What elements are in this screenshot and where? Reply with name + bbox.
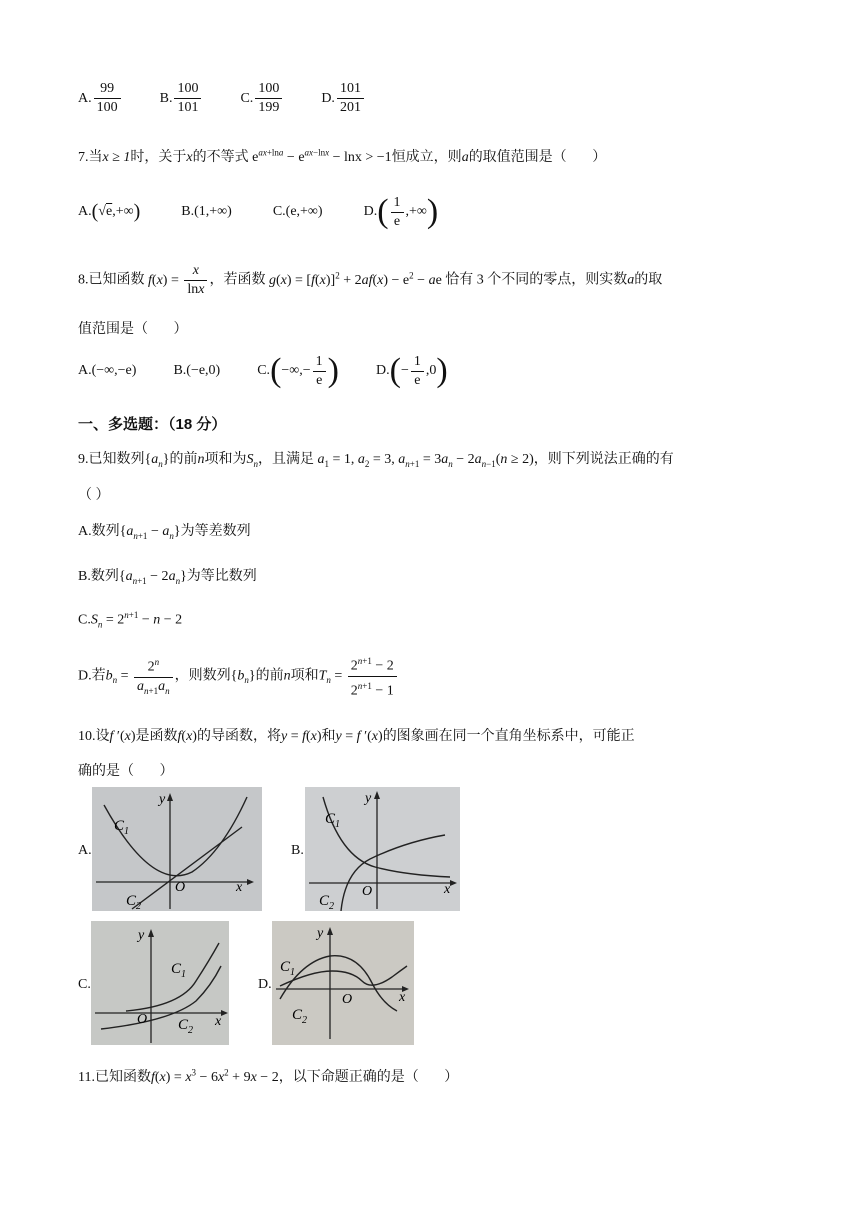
q8-function-f: f(x) = $\frac{x}{\ln x}$ — [148, 273, 209, 288]
q8-option-d: D.(− $\frac{1}{e}$ ,0) — [376, 352, 448, 389]
graph-a-c1: C — [114, 818, 125, 834]
q7-option-a: A.(√e,+∞) — [78, 200, 141, 223]
q10-graph-d — [272, 921, 414, 1045]
q6-options — [78, 80, 366, 117]
graph-d-x: x — [399, 990, 406, 1005]
q6-option-c: C. $\frac{100}{199}$ — [240, 91, 287, 106]
q8-options — [78, 352, 448, 390]
q8-function-g: $g(x) = [f(x)]^2 + 2af(x) - e^2$ − ae — [268, 270, 442, 288]
svg-text:C2: $C_2$ — [319, 893, 335, 911]
q10-graph-a — [92, 787, 262, 911]
q9-option-b: B.数列$\{a_{n+1} - 2a_n\}$为等比数列 — [78, 569, 257, 586]
graph-a-c2: C — [126, 893, 137, 909]
svg-text:C1: $C_1$ — [114, 818, 130, 837]
graph-a-origin: O — [175, 880, 186, 895]
q9-stem: 9.已知数列$\{a_n\}$的前n项和为$S_n$，且满足 $a_1 = 1$, $a_2 = 3$, $a_{n+1} = 3a_n - 2a_{n-1}(n \ge 2)$，则下列说法正确的有 — [78, 452, 674, 469]
graph-d-c2: C — [292, 1007, 303, 1023]
q9-paren: （ ） — [78, 488, 110, 503]
q7-option-d: D.( $\frac{1}{e}$ ,+∞) — [363, 193, 439, 230]
q10-stem: 10.设f ′(x)是函数f(x)的导函数，将y = f(x)和y = f ′(x)的图象画在同一个直角坐标系中，可能正 — [78, 729, 635, 744]
q10-graph-c — [91, 921, 229, 1045]
q10-graph-b-label: B. — [291, 843, 304, 858]
svg-text:C2: $C_2$ — [178, 1017, 194, 1036]
q8-option-a: A.(−∞,−e) — [78, 363, 137, 379]
q10-graph-a-label: A. — [78, 843, 92, 858]
q10-stem-line2: 确的是（ ） — [78, 764, 174, 779]
graph-d-origin: O — [342, 992, 353, 1007]
graph-d-y: y — [317, 926, 324, 941]
q11-stem: 11.已知函数$f(x) = x^3 - 6x^2 + 9x - 2$，以下命题正确的是（ ） — [78, 1067, 459, 1085]
q8-stem-line2: 值范围是（ ） — [78, 322, 188, 337]
q10-graph-d-label: D. — [258, 977, 272, 992]
svg-text:C1: $C_1$ — [280, 959, 296, 978]
graph-c-c1: C — [171, 961, 182, 977]
q7-option-b: B.(1,+∞) — [181, 204, 232, 220]
q7-option-c: C.(e,+∞) — [272, 204, 323, 220]
q7-inequality: $e^{ax+lna} - e^{ax-lnx} - \ln x > -1$ — [252, 147, 392, 165]
graph-b-x: x — [444, 882, 451, 897]
graph-a-x: x — [236, 880, 243, 895]
graph-c-origin: O — [137, 1012, 148, 1027]
q6-option-d: D. $\frac{101}{201}$ — [321, 91, 366, 106]
svg-text:C2: $C_2$ — [292, 1007, 308, 1026]
graph-b-y: y — [365, 791, 372, 806]
q6-option-b: B. $\frac{100}{101}$ — [160, 91, 207, 106]
q7-stem: 7.当x ≥ 1时，关于x的不等式 $e^{ax+lna} - e^{ax-lnx} - \ln x > -1$恒成立，则a的取值范围是（ ） — [78, 147, 607, 165]
graph-c-x: x — [215, 1014, 222, 1029]
q6-option-a: A. $\frac{99}{100}$ — [78, 91, 126, 106]
q8-option-c: C.(−∞,− $\frac{1}{e}$ ) — [257, 352, 339, 389]
q10-graph-b — [305, 787, 460, 911]
graph-c-c2: C — [178, 1017, 189, 1033]
section-heading: 一、多选题：（18 分） — [78, 416, 227, 433]
svg-text:C2: $C_2$ — [126, 893, 142, 911]
q10-graph-c-label: C. — [78, 977, 91, 992]
q8-option-b: B.(−e,0) — [173, 363, 221, 379]
q7-options — [78, 193, 438, 231]
q9-option-c: $C.S_n = 2^{n+1} - n - 2$ — [78, 610, 183, 630]
svg-text:C1: $C_1$ — [171, 961, 187, 980]
q8-stem: 8.已知函数 f(x) = $\frac{x}{\ln x}$ ，若函数 $g(x) = [f(x)]^2 + 2af(x) - e^2$ − ae 恰有 3 个不同的零点，则实数a的取 — [78, 263, 663, 297]
q11-function: $f(x) = x^3 - 6x^2 + 9x - 2$ — [150, 1067, 279, 1085]
q9-option-a: A.数列$\{a_{n+1} - a_n\}$为等差数列 — [78, 524, 251, 541]
graph-a-y: y — [159, 792, 166, 807]
graph-b-origin: O — [362, 884, 373, 899]
q9-recurrence: $a_1 = 1$, $a_2 = 3$, $a_{n+1} = 3a_n - 2a_{n-1}(n \ge 2)$ — [317, 452, 534, 469]
svg-text:C1: $C_1$ — [325, 811, 341, 830]
graph-c-y: y — [138, 928, 145, 943]
graph-b-c1: C — [325, 811, 336, 827]
graph-b-c2: C — [319, 893, 330, 909]
q9-option-d: D.若$b_n$ = $\frac{2^n}{a_{n+1}a_n}$ ，则数列$\{b_n\}$的前n项和$T_n$ = $\frac{2^{n+1} - 2}{2^{n+1} - 1}$ — [78, 652, 399, 700]
graph-d-c1: C — [280, 959, 291, 975]
